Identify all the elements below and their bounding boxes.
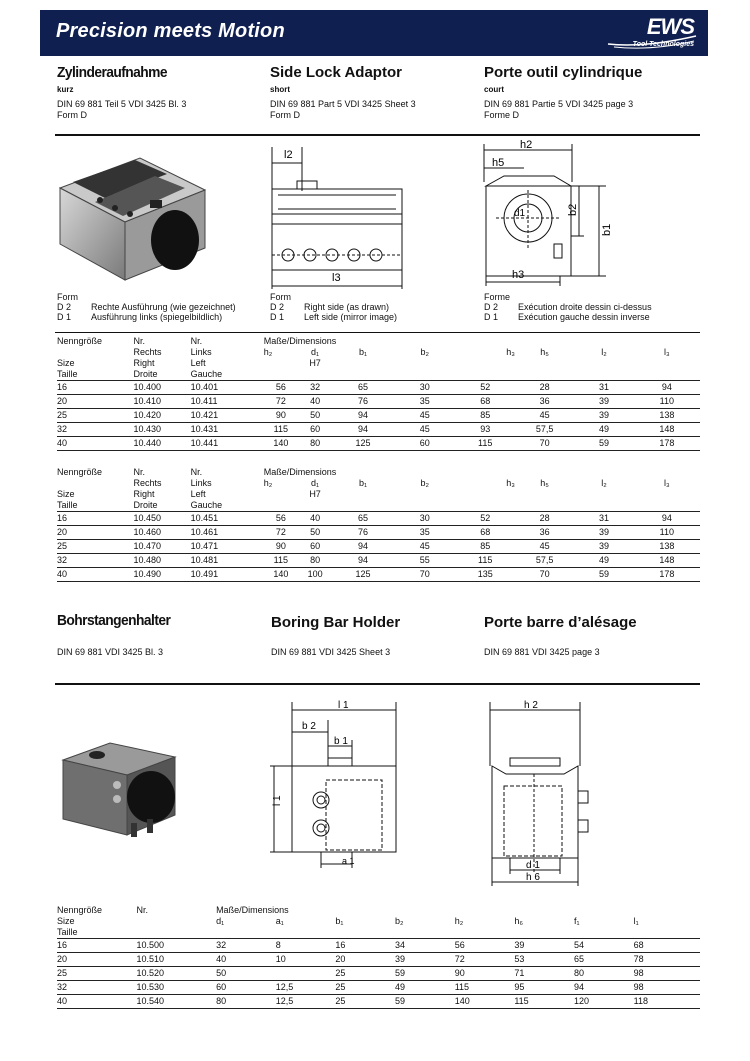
forms-en: Form D 2 Right side (as drawn) D 1 Left side (mirror image)	[270, 292, 398, 322]
table-cell: 138	[634, 408, 700, 422]
table-cell: 10.530	[137, 980, 217, 994]
table-cell: 32	[57, 553, 134, 567]
table-cell: 71	[514, 966, 574, 980]
table-row	[57, 980, 700, 994]
table-cell: 60	[394, 436, 456, 450]
table-cell: 76	[332, 525, 394, 539]
table-cell: 60	[216, 980, 276, 994]
table-cell: 28	[515, 380, 574, 394]
table-cell: 31	[574, 380, 633, 394]
table-cell: 20	[335, 952, 395, 966]
table-cell: 32	[216, 938, 276, 952]
table-cell: 40	[57, 567, 134, 581]
table-cell: 68	[456, 394, 515, 408]
table-row	[57, 422, 700, 436]
table-cell: 25	[57, 539, 134, 553]
dim-h6: h 6	[526, 872, 540, 883]
dim-l2: l2	[284, 149, 293, 161]
table-cell: 45	[515, 408, 574, 422]
ews-logo: EWS Tool Technologies	[604, 14, 700, 52]
table-cell: 70	[515, 436, 574, 450]
table-cell: 65	[332, 380, 394, 394]
table-cell: 10.410	[134, 394, 191, 408]
table-cell: 85	[456, 539, 515, 553]
boring-bar-side-drawing	[480, 696, 620, 896]
table-cell: 10.471	[191, 539, 264, 553]
table-cell: 36	[515, 525, 574, 539]
table-cell: 40	[57, 994, 137, 1008]
table-cell: 52	[456, 511, 515, 525]
table-cell: 10.450	[134, 511, 191, 525]
table-cell: 39	[514, 938, 574, 952]
table-cell: 85	[456, 408, 515, 422]
table-cell: 100	[298, 567, 332, 581]
table-cell: 10.430	[134, 422, 191, 436]
dim-d1: d1	[514, 208, 526, 219]
table-cell: 16	[57, 380, 134, 394]
table-cell: 10.441	[191, 436, 264, 450]
table-cell: 94	[634, 380, 700, 394]
table-cell: 10.461	[191, 525, 264, 539]
table-cell: 39	[574, 539, 633, 553]
table-cell: 138	[634, 539, 700, 553]
table-cell: 39	[574, 525, 633, 539]
table-cell: 16	[335, 938, 395, 952]
table-cell: 45	[394, 408, 456, 422]
table-cell: 10.500	[137, 938, 217, 952]
heading-de: Zylinderaufnahme kurz DIN 69 881 Teil 5 VDI 3425 Bl. 3 Form D	[57, 64, 187, 120]
table-cell: 94	[574, 980, 634, 994]
boring-bar-front-drawing	[266, 696, 416, 876]
table-cell: 10.481	[191, 553, 264, 567]
table-cell: 12,5	[276, 980, 336, 994]
table-row	[57, 436, 700, 450]
table-cell: 110	[634, 525, 700, 539]
dim-d1: d 1	[526, 860, 540, 871]
table-row	[57, 511, 700, 525]
table-cell: 140	[264, 567, 298, 581]
table-cell: 49	[574, 422, 633, 436]
table-cell: 59	[395, 966, 455, 980]
table-cell: 25	[335, 994, 395, 1008]
table-cell: 35	[394, 394, 456, 408]
heading2-de: Bohrstangenhalter DIN 69 881 VDI 3425 Bl. 3	[57, 612, 171, 657]
table-row	[57, 525, 700, 539]
table-cell: 12,5	[276, 994, 336, 1008]
table-cell: 59	[574, 436, 633, 450]
table-cell: 148	[634, 422, 700, 436]
table-cell: 10.491	[191, 567, 264, 581]
table-cell: 31	[574, 511, 633, 525]
table-cell: 10.540	[137, 994, 217, 1008]
table-cell: 57,5	[515, 422, 574, 436]
table-cell: 115	[456, 553, 515, 567]
table-cell: 53	[514, 952, 574, 966]
table-cell: 72	[264, 525, 298, 539]
heading2-fr: Porte barre d’alésage DIN 69 881 VDI 3425 page 3	[484, 614, 637, 657]
table-cell: 94	[332, 422, 394, 436]
table-cell: 52	[456, 380, 515, 394]
table-cell: 28	[515, 511, 574, 525]
table-cell: 10.440	[134, 436, 191, 450]
table-cell: 120	[574, 994, 634, 1008]
table-cell: 32	[298, 380, 332, 394]
table-cell: 49	[574, 553, 633, 567]
divider	[55, 332, 700, 333]
table-cell: 90	[264, 408, 298, 422]
table-cell: 34	[395, 938, 455, 952]
table-cell: 80	[216, 994, 276, 1008]
table-cell: 115	[264, 422, 298, 436]
table-cell: 94	[332, 553, 394, 567]
dim-b1: b 1	[334, 736, 348, 747]
table-cell: 135	[456, 567, 515, 581]
table-cell: 40	[216, 952, 276, 966]
table-cell: 68	[634, 938, 700, 952]
table-cell: 39	[395, 952, 455, 966]
table-cell: 90	[455, 966, 515, 980]
header-banner	[40, 10, 708, 56]
table-cell: 20	[57, 525, 134, 539]
table-cell: 94	[332, 408, 394, 422]
table-cell: 90	[264, 539, 298, 553]
table-cell: 10.480	[134, 553, 191, 567]
table-cell: 10.510	[137, 952, 217, 966]
dim-h3: h3	[512, 269, 525, 281]
table-cell: 80	[298, 436, 332, 450]
table-cell: 60	[298, 422, 332, 436]
table-row	[57, 952, 700, 966]
table-cell: 10.460	[134, 525, 191, 539]
table-cell: 39	[574, 408, 633, 422]
table-row	[57, 567, 700, 581]
table-row	[57, 380, 700, 394]
table-cell: 10.451	[191, 511, 264, 525]
heading-fr: Porte outil cylindrique court DIN 69 881 Partie 5 VDI 3425 page 3 Forme D	[484, 64, 643, 120]
table-cell: 80	[574, 966, 634, 980]
table-cell: 65	[574, 952, 634, 966]
table-cell: 98	[634, 980, 700, 994]
table-cell: 20	[57, 394, 134, 408]
table-cell: 10.401	[191, 380, 264, 394]
table-cell: 115	[264, 553, 298, 567]
table-cell: 45	[394, 539, 456, 553]
table-cell: 110	[634, 394, 700, 408]
table-row	[57, 938, 700, 952]
table-cell: 56	[264, 511, 298, 525]
dim-b2: b 2	[302, 721, 316, 732]
table-cell: 10	[276, 952, 336, 966]
table-cell: 16	[57, 938, 137, 952]
table-cell: 8	[276, 938, 336, 952]
table-cell: 125	[332, 567, 394, 581]
table-row	[57, 408, 700, 422]
dim-l1: l 1	[338, 700, 349, 711]
table-row	[57, 994, 700, 1008]
table-cell: 20	[57, 952, 137, 966]
table-cell: 59	[574, 567, 633, 581]
table-cell: 115	[455, 980, 515, 994]
divider	[55, 683, 700, 685]
table-cell: 45	[515, 539, 574, 553]
table-cell: 140	[455, 994, 515, 1008]
heading-en: Side Lock Adaptor short DIN 69 881 Part 5 VDI 3425 Sheet 3 Form D	[270, 64, 416, 120]
forms-fr: Forme D 2 Exécution droite dessin ci-dessus D 1 Exécution gauche dessin inverse	[484, 292, 652, 322]
table-cell: 40	[298, 511, 332, 525]
table-cell: 10.411	[191, 394, 264, 408]
table-cell: 60	[298, 539, 332, 553]
table-cell: 36	[515, 394, 574, 408]
table-cell: 93	[456, 422, 515, 436]
table-row	[57, 966, 700, 980]
page-title: Precision meets Motion	[56, 20, 285, 42]
dim-b1: b1	[601, 223, 613, 236]
side-lock-front-drawing	[262, 143, 412, 293]
forms-de: Form D 2 Rechte Ausführung (wie gezeichnet) D 1 Ausführung links (spiegelbildlich)	[57, 292, 236, 322]
table-cell: 140	[264, 436, 298, 450]
side-lock-side-drawing	[474, 136, 634, 296]
table-cell: 30	[394, 511, 456, 525]
table-cell: 98	[634, 966, 700, 980]
table-cell: 50	[216, 966, 276, 980]
table-cell: 78	[634, 952, 700, 966]
table-cell: 10.420	[134, 408, 191, 422]
table-cell: 40	[298, 394, 332, 408]
table-cell: 80	[298, 553, 332, 567]
dim-h2: h 2	[524, 700, 538, 711]
table-cell: 94	[332, 539, 394, 553]
table-cell: 32	[57, 422, 134, 436]
table-cell: 25	[57, 408, 134, 422]
table-cell: 30	[394, 380, 456, 394]
table-cell: 115	[456, 436, 515, 450]
table-cell: 10.400	[134, 380, 191, 394]
table-cell: 56	[455, 938, 515, 952]
table-cell: 50	[298, 408, 332, 422]
table-cell: 25	[57, 966, 137, 980]
table-cell: 94	[634, 511, 700, 525]
table-row	[57, 539, 700, 553]
dimension-table-2: Nenngröße Nr. Nr. Maße/Dimensions Rechts Links h₂ d₁ b₁ b₂ h₃ h₅ l₂ l₃ Size Right Left H7 Taille Droite Gauche 16 10.450 10.451 56 40 65 30 52 28 31 94 20 10.460 10.461 72 50 76 35 68 36 39 110 25 10.470 10.471 90 60 94 45 85 45 39 138 32 10.480 10.481 115 80 94 55 115 57,5 49 148 40 10.490 10.491 140 100 125 70 135 70 59 178	[57, 467, 700, 582]
side-lock-adaptor-photo	[55, 148, 210, 288]
dim-l1-vertical: l 1	[272, 795, 283, 806]
dimension-table-1: Nenngröße Nr. Nr. Maße/Dimensions Rechts Links h₂ d₁ b₁ b₂ h₃ h₅ l₂ l₃ Size Right Left H7 Taille Droite Gauche 16 10.400 10.401 56 32 65 30 52 28 31 94 20 10.410 10.411 72 40 76 35 68 36 39 110 25 10.420 10.421 90 50 94 45 85 45 39 138 32 10.430 10.431 115 60 94 45 93 57,5 49 148 40 10.440 10.441 140 80 125 60 115 70 59 178	[57, 336, 700, 451]
dim-l3: l3	[332, 272, 341, 284]
table-cell: 148	[634, 553, 700, 567]
table-cell: 178	[634, 567, 700, 581]
table-cell: 72	[455, 952, 515, 966]
table-cell: 10.431	[191, 422, 264, 436]
dimension-table-3: Nenngröße Nr. Maße/Dimensions Size d₁ a₁ b₁ b₂ h₂ h₆ f₁ l₁ Taille 16 10.500 32 8 16 34 56 39 54 68 20 10.510 40 10 20 39 72 53 65 78 25 10.520 50 25 59 90 71 80 98 32 10.530 60 12,5 25 49 115 95 94 98 40 10.540 80 12,5 25 59 140 115 120 118	[57, 905, 700, 1009]
table-cell: 40	[57, 436, 134, 450]
table-cell: 10.490	[134, 567, 191, 581]
table-cell: 56	[264, 380, 298, 394]
table-cell	[276, 966, 336, 980]
table-cell: 25	[335, 980, 395, 994]
table-row	[57, 394, 700, 408]
boring-bar-holder-photo	[55, 735, 195, 845]
table-cell: 72	[264, 394, 298, 408]
table-cell: 95	[514, 980, 574, 994]
table-cell: 45	[394, 422, 456, 436]
dim-a1: a 1	[342, 856, 355, 866]
table-cell: 55	[394, 553, 456, 567]
table-cell: 16	[57, 511, 134, 525]
table-cell: 178	[634, 436, 700, 450]
dim-h5: h5	[492, 157, 505, 169]
table-cell: 35	[394, 525, 456, 539]
table-cell: 25	[335, 966, 395, 980]
table-cell: 54	[574, 938, 634, 952]
table-cell: 70	[394, 567, 456, 581]
table-cell: 32	[57, 980, 137, 994]
table-cell: 10.470	[134, 539, 191, 553]
table-cell: 125	[332, 436, 394, 450]
table-cell: 50	[298, 525, 332, 539]
table-cell: 39	[574, 394, 633, 408]
table-cell: 118	[634, 994, 700, 1008]
table-cell: 10.421	[191, 408, 264, 422]
dim-h2: h2	[520, 139, 533, 151]
table-cell: 68	[456, 525, 515, 539]
table-cell: 70	[515, 567, 574, 581]
table-cell: 57,5	[515, 553, 574, 567]
table-cell: 10.520	[137, 966, 217, 980]
table-cell: 59	[395, 994, 455, 1008]
table-cell: 76	[332, 394, 394, 408]
dim-b2: b2	[567, 203, 579, 216]
heading2-en: Boring Bar Holder DIN 69 881 VDI 3425 Sheet 3	[271, 614, 401, 657]
table-cell: 115	[514, 994, 574, 1008]
table-cell: 65	[332, 511, 394, 525]
table-row	[57, 553, 700, 567]
table-cell: 49	[395, 980, 455, 994]
